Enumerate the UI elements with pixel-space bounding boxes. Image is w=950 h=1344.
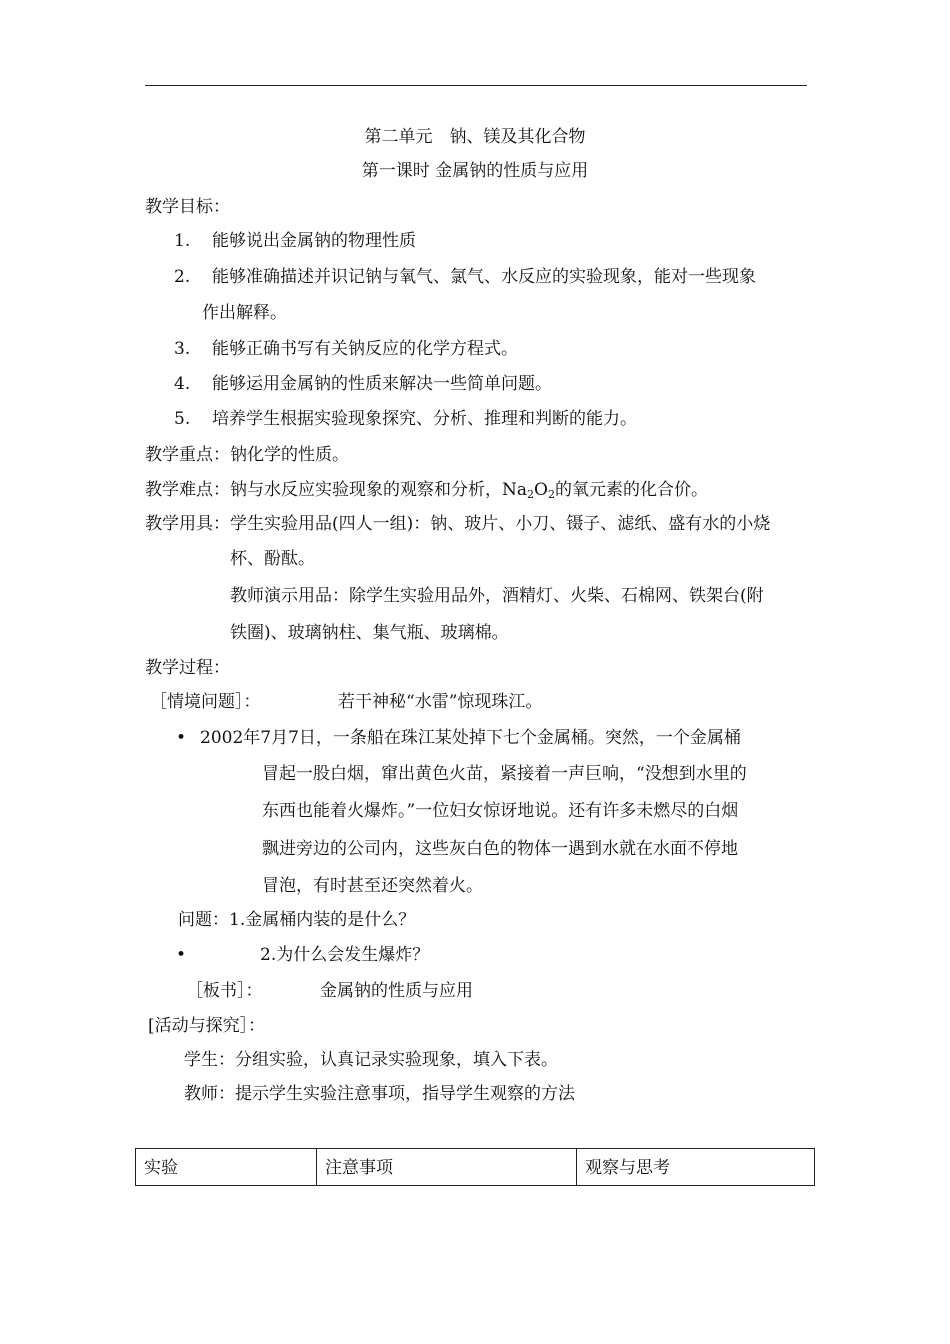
formula-subscript: 2 <box>547 488 555 501</box>
teacher-instruction: 教师：提示学生实验注意事项，指导学生观察的方法 <box>184 1084 575 1104</box>
goal-text: 能够准确描述并识记钠与氧气、氯气、水反应的实验现象，能对一些现象 <box>212 267 756 287</box>
difficulty <box>145 479 708 506</box>
scenario-text: 若干神秘“水雷”惊现珠江。 <box>338 692 543 712</box>
tools-line: 杯、酚酞。 <box>230 549 315 569</box>
tools-line: 教学用具：学生实验用品(四人一组)：钠、玻片、小刀、镊子、滤纸、盛有水的小烧 <box>145 514 771 534</box>
story-line: 东西也能着火爆炸。”一位妇女惊讶地说。还有许多未燃尽的白烟 <box>262 801 739 821</box>
tools-line: 教师演示用品：除学生实验用品外，酒精灯、火柴、石棉网、铁架台(附 <box>230 586 764 606</box>
goal-number: 5. <box>174 409 191 429</box>
goal-text: 能够说出金属钠的物理性质 <box>212 231 416 251</box>
goal-number: 2. <box>174 267 191 287</box>
unit-title: 第二单元 钠、镁及其化合物 <box>364 127 586 147</box>
goal-text: 能够运用金属钠的性质来解决一些简单问题。 <box>212 374 552 394</box>
goal-text: 培养学生根据实验现象探究、分析、推理和判断的能力。 <box>212 409 637 429</box>
experiment-table <box>135 1148 815 1186</box>
question-1: 问题：1.金属桶内装的是什么？ <box>178 910 416 930</box>
header-rule <box>145 85 807 86</box>
board-label: ［板书］： <box>186 981 263 1001</box>
process-heading: 教学过程： <box>145 658 230 678</box>
question-2: 2.为什么会发生爆炸？ <box>260 945 430 965</box>
formula-subscript: 2 <box>527 488 535 501</box>
story-line: 2002年7月7日，一条船在珠江某处掉下七个金属桶。突然，一个金属桶 <box>200 728 741 748</box>
board-text: 金属钠的性质与应用 <box>320 981 473 1001</box>
bullet: • <box>176 728 187 748</box>
story-line: 冒起一股白烟，窜出黄色火苗，紧接着一声巨响，“没想到水里的 <box>262 764 747 784</box>
formula-o: O <box>534 480 548 500</box>
difficulty-text-end: 的氧元素的化合价。 <box>554 480 708 500</box>
table-header-row <box>136 1149 815 1186</box>
bullet: • <box>176 945 187 965</box>
goal-number: 4. <box>174 374 191 394</box>
key-point: 教学重点：钠化学的性质。 <box>145 445 349 465</box>
table-header-cell: 观察与思考 <box>577 1149 815 1186</box>
goal-text: 能够正确书写有关钠反应的化学方程式。 <box>212 339 518 359</box>
activity-label: [活动与探究］： <box>148 1016 266 1036</box>
table-header-cell: 注意事项 <box>317 1149 577 1186</box>
formula-na: Na <box>502 480 528 500</box>
scenario-label: ［情境问题］： <box>150 692 261 712</box>
goal-text-continued: 作出解释。 <box>202 303 287 323</box>
difficulty-text: 教学难点：钠与水反应实验现象的观察和分析， <box>145 480 502 500</box>
student-instruction: 学生：分组实验，认真记录实验现象，填入下表。 <box>184 1050 558 1070</box>
story-line: 飘进旁边的公司内，这些灰白色的物体一遇到水就在水面不停地 <box>262 839 738 859</box>
goal-number: 1. <box>174 231 191 251</box>
goals-heading: 教学目标： <box>145 197 230 217</box>
goal-number: 3. <box>174 339 191 359</box>
lesson-title: 第一课时 金属钠的性质与应用 <box>361 161 589 181</box>
table-header-cell: 实验 <box>136 1149 317 1186</box>
tools-line: 铁圈)、玻璃钠柱、集气瓶、玻璃棉。 <box>230 623 509 643</box>
story-line: 冒泡，有时甚至还突然着火。 <box>262 876 483 896</box>
